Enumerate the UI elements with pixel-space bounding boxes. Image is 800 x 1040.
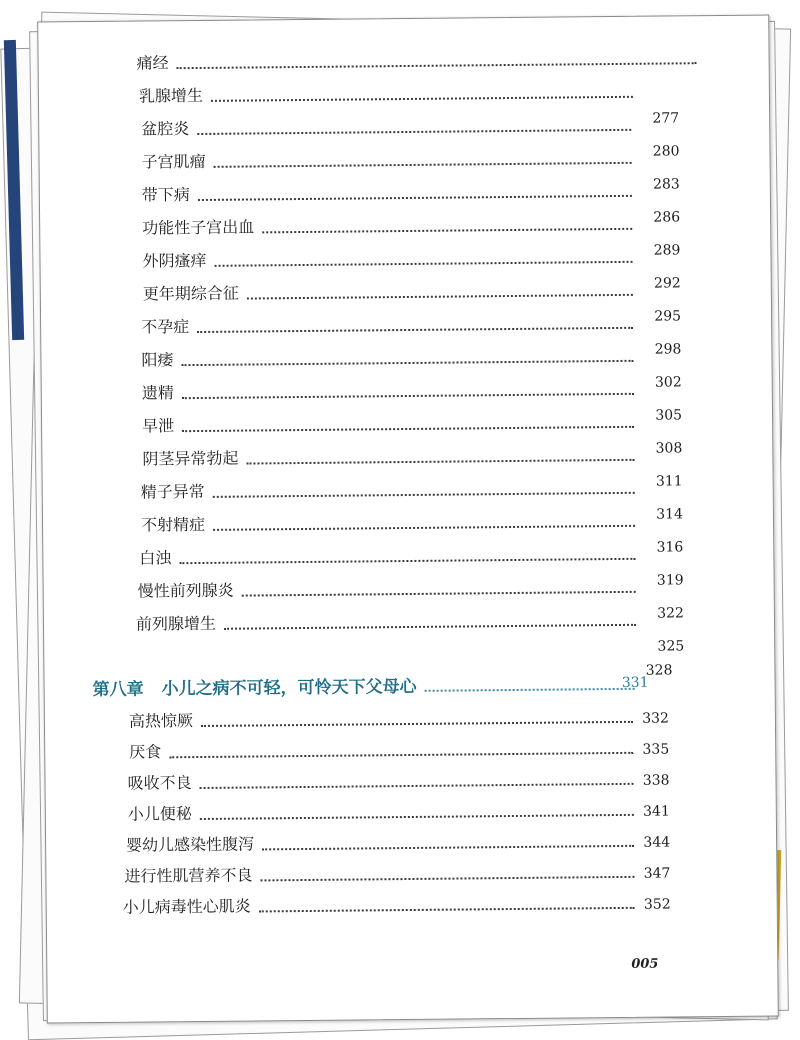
dot-leader (259, 906, 635, 913)
toc-entry-title: 早泄 (142, 416, 175, 436)
toc-entry[interactable] (140, 473, 683, 503)
toc-entry-page: 316 (656, 539, 684, 556)
dot-leader (200, 813, 634, 820)
toc-entry-page: 289 (653, 242, 681, 259)
toc-entry-title: 子宫肌瘤 (141, 151, 206, 172)
chapter-heading[interactable] (92, 671, 649, 701)
toc-entry-page: 347 (643, 865, 671, 882)
dot-leader (197, 326, 633, 333)
toc-entry-page: 335 (642, 741, 670, 758)
toc-entry-title: 小儿病毒性心肌炎 (122, 896, 251, 917)
dot-leader (425, 687, 635, 692)
toc-entry-title: 前列腺增生 (135, 613, 217, 634)
toc-entry-page: 295 (654, 308, 682, 325)
toc-entry-page: 319 (656, 572, 684, 589)
toc-entry[interactable] (140, 506, 684, 536)
toc-entry[interactable] (135, 605, 684, 635)
toc-entry[interactable] (137, 572, 684, 602)
toc-entry[interactable] (142, 242, 681, 272)
dot-leader (260, 875, 634, 882)
chapter-page: 331 (621, 674, 649, 691)
toc-entry[interactable] (141, 308, 682, 338)
toc-entry[interactable] (137, 46, 703, 73)
dot-leader (247, 293, 633, 300)
toc-entry-title: 小儿便秘 (127, 804, 192, 824)
toc-entry[interactable] (129, 736, 670, 763)
toc-entry-page: 286 (653, 209, 681, 226)
toc-entry-page: 352 (643, 896, 671, 913)
toc-entry-page: 341 (643, 803, 670, 820)
toc-entry[interactable] (139, 80, 639, 107)
toc-entry[interactable] (142, 407, 683, 437)
dot-leader (246, 458, 634, 465)
toc-entry-title: 厌食 (129, 742, 162, 762)
toc-entry-title: 进行性肌营养不良 (124, 865, 253, 886)
toc-entry[interactable] (128, 705, 670, 732)
dot-leader (214, 161, 632, 168)
toc-entry-title: 乳腺增生 (138, 85, 204, 106)
toc-entry-title: 盆腔炎 (141, 119, 190, 139)
dot-leader (224, 623, 636, 630)
dot-leader (242, 590, 636, 597)
toc-entry-page: 314 (656, 506, 684, 523)
chapter-number: 第八章 (92, 679, 144, 701)
toc-entry-page: 302 (654, 374, 682, 391)
toc-entry-title: 不射精症 (140, 514, 206, 535)
toc-entry[interactable] (141, 110, 680, 140)
dot-leader (262, 844, 634, 851)
toc-entry-page: 311 (655, 473, 683, 490)
toc-entry[interactable] (142, 440, 683, 470)
toc-entry[interactable] (141, 374, 682, 404)
toc-entry-title: 精子异常 (140, 481, 205, 502)
dot-leader (213, 524, 635, 531)
toc-entry-title: 慢性前列腺炎 (137, 580, 234, 601)
toc-entry-title: 外阴瘙痒 (142, 250, 207, 271)
dot-leader (182, 425, 634, 432)
toc-entry[interactable] (141, 341, 682, 371)
toc-entry-title: 阳痿 (141, 350, 174, 370)
toc-entry-page: 308 (655, 440, 683, 457)
toc-entry[interactable] (127, 798, 670, 825)
dot-leader (177, 61, 697, 69)
toc-entry-title: 不孕症 (141, 317, 190, 337)
toc-entry[interactable] (142, 275, 681, 305)
dot-leader (201, 720, 633, 727)
toc-entry[interactable] (122, 891, 671, 918)
dot-leader (198, 194, 632, 201)
toc-entry[interactable] (139, 539, 684, 569)
toc-entry-page: 332 (642, 710, 670, 727)
toc-entry-page: 322 (657, 605, 684, 622)
chapter-title: 小儿之病不可轻，可怜天下父母心 (161, 676, 417, 700)
toc-entry-title: 吸收不良 (127, 773, 192, 793)
toc-entry-title: 高热惊厥 (128, 711, 194, 731)
toc-entry-page: 283 (652, 176, 680, 193)
toc-entry-page: 277 (652, 110, 680, 127)
dot-leader (215, 260, 633, 267)
toc-entry-page: 298 (654, 341, 682, 358)
page-number: 005 (631, 956, 659, 972)
dot-leader (197, 128, 631, 135)
toc-entry-title: 功能性子宫出血 (142, 217, 255, 238)
dot-leader (211, 95, 633, 102)
toc-entry[interactable] (126, 829, 671, 856)
toc-entry-page: 338 (642, 772, 670, 789)
toc-entry-title: 痛经 (136, 53, 169, 73)
toc-entry[interactable] (127, 767, 670, 794)
dot-leader (213, 491, 635, 498)
toc-entry[interactable] (124, 860, 671, 887)
toc-entry-page: 305 (655, 407, 683, 424)
toc-entry-title: 婴幼儿感染性腹泻 (126, 834, 255, 855)
toc-entry-title: 带下病 (141, 185, 190, 205)
toc-entry-title: 更年期综合征 (142, 283, 239, 304)
toc-entry-page: 280 (652, 143, 680, 160)
toc-entry-page: 292 (653, 275, 681, 292)
toc-entry[interactable] (141, 143, 680, 173)
toc-entry[interactable] (142, 209, 681, 239)
dot-leader (169, 751, 633, 758)
toc-entry-page: 328 (645, 662, 673, 679)
toc-entry (136, 638, 685, 668)
toc-page (37, 15, 779, 1024)
dot-leader (262, 227, 632, 234)
toc-entry-title: 遗精 (141, 383, 174, 403)
dot-leader (182, 359, 634, 366)
toc-entry-page: 344 (643, 834, 671, 851)
toc-entry[interactable] (141, 176, 680, 206)
dot-leader (179, 557, 635, 564)
toc-entry-title: 白浊 (139, 548, 172, 568)
dot-leader (182, 392, 634, 399)
toc-entry-title: 阴茎异常勃起 (142, 448, 239, 469)
dot-leader (200, 782, 634, 789)
toc-entry-page: 325 (657, 638, 685, 655)
